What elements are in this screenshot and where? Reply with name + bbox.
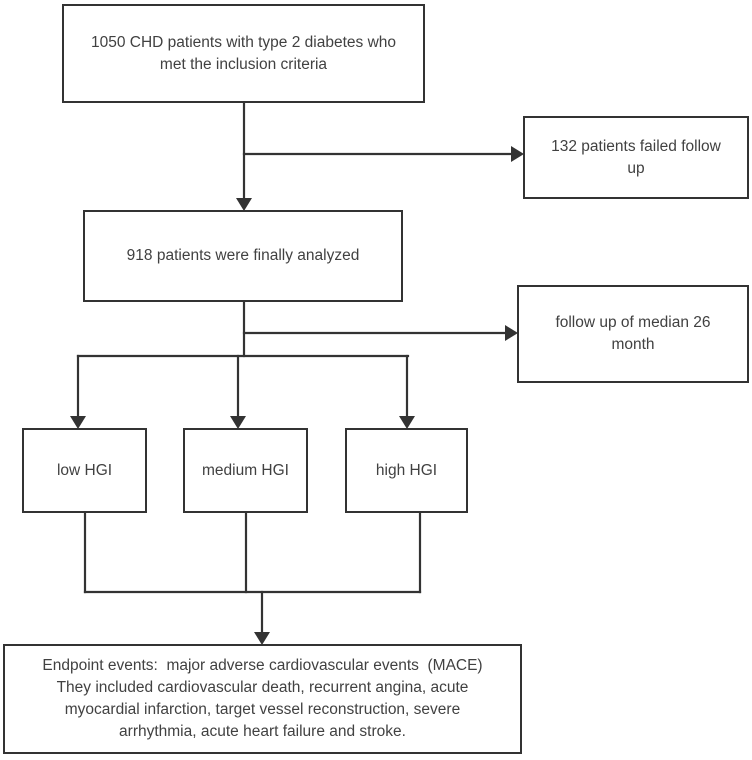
box-low-hgi [22, 428, 147, 513]
box-medium-hgi-text: medium HGI [202, 461, 289, 479]
box-low-hgi-text: low HGI [56, 461, 113, 479]
box-inclusion-criteria-text: 1050 CHD patients with type 2 diabetes who met the inclusion criteria [90, 33, 396, 73]
box-medium-hgi [183, 428, 308, 513]
box-followup-duration-text: follow up of median 26 month [555, 314, 711, 353]
box-endpoint-events-text: Endpoint events: major adverse cardiovascular events (MACE) They included cardiovascular death, recurrent angina, acute myocardial infarction, target vessel reconstruction, severe arrhythmia, acute heart failure and stroke. [42, 657, 483, 740]
box-high-hgi [345, 428, 468, 513]
box-failed-followup-text: 132 patients failed follow up [551, 137, 721, 177]
box-analyzed [83, 210, 403, 302]
box-analyzed-text: 918 patients were finally analyzed [126, 247, 360, 264]
box-high-hgi-text: high HGI [375, 461, 438, 479]
box-failed-followup [523, 116, 749, 199]
box-inclusion-criteria [62, 4, 425, 103]
box-endpoint-events [3, 644, 522, 754]
box-followup-duration [517, 285, 749, 383]
